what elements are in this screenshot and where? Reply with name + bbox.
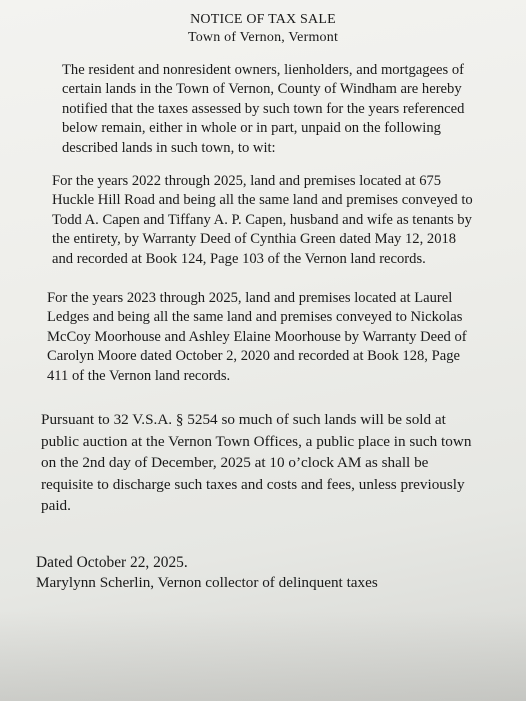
text-line: notified that the taxes assessed by such town for the years referenced	[62, 100, 465, 117]
text-line: requisite to discharge such taxes and costs and fees, unless previously	[41, 475, 465, 493]
notice-subtitle: Town of Vernon, Vermont	[187, 30, 339, 45]
text-line: Ledges and being all the same land and premises conveyed to Nickolas	[47, 309, 463, 326]
text-line: public auction at the Vernon Town Offices, a public place in such town	[41, 432, 472, 450]
text-line: Pursuant to 32 V.S.A. § 5254 so much of such lands will be sold at	[41, 411, 446, 428]
text-line: Huckle Hill Road and being all the same land and premises conveyed to	[52, 192, 473, 209]
text-line: The resident and nonresident owners, lienholders, and mortgagees of	[62, 62, 465, 78]
paragraph-auction-details	[41, 409, 471, 517]
text-line: paid.	[41, 497, 71, 515]
text-line: McCoy Moorhouse and Ashley Elaine Moorhouse by Warranty Deed of	[47, 328, 467, 345]
text-line: and recorded at Book 124, Page 103 of the Vernon land records.	[52, 250, 426, 267]
paragraph-property-laurel-ledges	[47, 289, 467, 386]
paragraph-notification	[62, 61, 464, 158]
signature-line: Marylynn Scherlin, Vernon collector of delinquent taxes	[36, 574, 378, 591]
text-line: Carolyn Moore dated October 2, 2020 and recorded at Book 128, Page	[47, 348, 460, 365]
text-line: Todd A. Capen and Tiffany A. P. Capen, husband and wife as tenants by	[52, 211, 472, 228]
text-line: For the years 2022 through 2025, land and premises located at 675	[52, 173, 442, 189]
notice-title: NOTICE OF TAX SALE	[190, 12, 336, 27]
text-line: described lands in such town, to wit:	[62, 139, 276, 156]
dated-line: Dated October 22, 2025.	[36, 554, 188, 571]
paragraph-property-huckle-hill	[52, 172, 473, 269]
text-line: For the years 2023 through 2025, land and premises located at Laurel	[47, 290, 453, 306]
text-line: the entirety, by Warranty Deed of Cynthia Green dated May 12, 2018	[52, 231, 457, 248]
text-line: on the 2nd day of December, 2025 at 10 o’clock AM as shall be	[41, 454, 429, 472]
text-line: below remain, either in whole or in part, unpaid on the following	[62, 120, 441, 137]
text-line: 411 of the Vernon land records.	[47, 367, 231, 384]
text-line: certain lands in the Town of Vernon, County of Windham are hereby	[62, 81, 462, 98]
